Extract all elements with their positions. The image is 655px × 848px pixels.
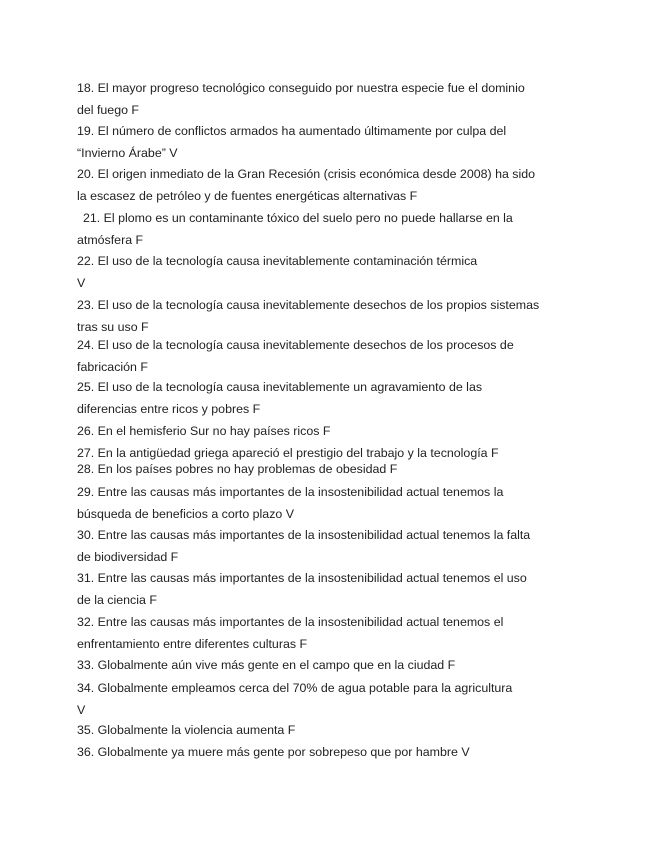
- statement-line: 31. Entre las causas más importantes de la insostenibilidad actual tenemos el uso: [77, 571, 527, 585]
- statement-line: tras su uso F: [77, 319, 149, 334]
- statement-line: 30. Entre las causas más importantes de la insostenibilidad actual tenemos la falta: [77, 528, 531, 542]
- statement-21: [77, 208, 577, 251]
- statement-line: del fuego F: [77, 102, 139, 117]
- statement-32: [77, 612, 577, 655]
- statement-20: [77, 164, 577, 207]
- statement-line: enfrentamiento entre diferentes culturas F: [77, 636, 308, 651]
- statement-line: 36. Globalmente ya muere más gente por sobrepeso que por hambre V: [77, 745, 470, 759]
- statement-36: [77, 742, 577, 764]
- statement-24: [77, 335, 577, 378]
- statement-line: la escasez de petróleo y de fuentes energéticas alternativas F: [77, 188, 418, 203]
- statement-line: V: [77, 275, 86, 290]
- statement-line: fabricación F: [77, 359, 148, 374]
- statement-line: 33. Globalmente aún vive más gente en el campo que en la ciudad F: [77, 658, 456, 672]
- statement-line: 27. En la antigüedad griega apareció el prestigio del trabajo y la tecnología F: [77, 446, 499, 460]
- statement-line: de biodiversidad F: [77, 549, 179, 564]
- statement-25: [77, 377, 577, 420]
- statement-line: “Invierno Árabe” V: [77, 145, 178, 160]
- statement-28: [77, 459, 577, 481]
- statement-line: diferencias entre ricos y pobres F: [77, 401, 261, 416]
- statement-line: V: [77, 702, 86, 717]
- statement-26: [77, 421, 577, 443]
- statement-35: [77, 720, 577, 742]
- statement-line: 19. El número de conflictos armados ha aumentado últimamente por culpa del: [77, 124, 507, 138]
- statement-29: [77, 482, 577, 525]
- statement-line: 29. Entre las causas más importantes de la insostenibilidad actual tenemos la: [77, 485, 504, 499]
- statement-19: [77, 121, 577, 164]
- statement-line: 23. El uso de la tecnología causa inevitablemente desechos de los propios sistemas: [77, 298, 540, 312]
- statement-33: [77, 655, 577, 677]
- statement-line: 22. El uso de la tecnología causa inevitablemente contaminación térmica: [77, 254, 478, 268]
- statement-line: 32. Entre las causas más importantes de la insostenibilidad actual tenemos el: [77, 615, 504, 629]
- statement-line: 26. En el hemisferio Sur no hay países ricos F: [77, 424, 331, 438]
- statement-18: [77, 78, 577, 121]
- statement-34: [77, 678, 577, 721]
- statement-line: 25. El uso de la tecnología causa inevitablemente un agravamiento de las: [77, 380, 483, 394]
- statement-line: 24. El uso de la tecnología causa inevitablemente desechos de los procesos de: [77, 338, 514, 352]
- statement-line: 34. Globalmente empleamos cerca del 70% de agua potable para la agricultura: [77, 681, 513, 695]
- statement-31: [77, 568, 577, 611]
- statement-line: búsqueda de beneficios a corto plazo V: [77, 506, 294, 521]
- statement-line: atmósfera F: [77, 232, 144, 247]
- statement-line: 35. Globalmente la violencia aumenta F: [77, 723, 296, 737]
- statement-line: 20. El origen inmediato de la Gran Recesión (crisis económica desde 2008) ha sido: [77, 167, 536, 181]
- statement-line: de la ciencia F: [77, 592, 157, 607]
- statement-line: 28. En los países pobres no hay problemas de obesidad F: [77, 462, 398, 476]
- statement-23: [77, 295, 577, 338]
- statement-line: 21. El plomo es un contaminante tóxico del suelo pero no puede hallarse en la: [83, 211, 513, 225]
- statement-22: [77, 251, 577, 294]
- statement-30: [77, 525, 577, 568]
- statement-line: 18. El mayor progreso tecnológico conseguido por nuestra especie fue el dominio: [77, 81, 525, 95]
